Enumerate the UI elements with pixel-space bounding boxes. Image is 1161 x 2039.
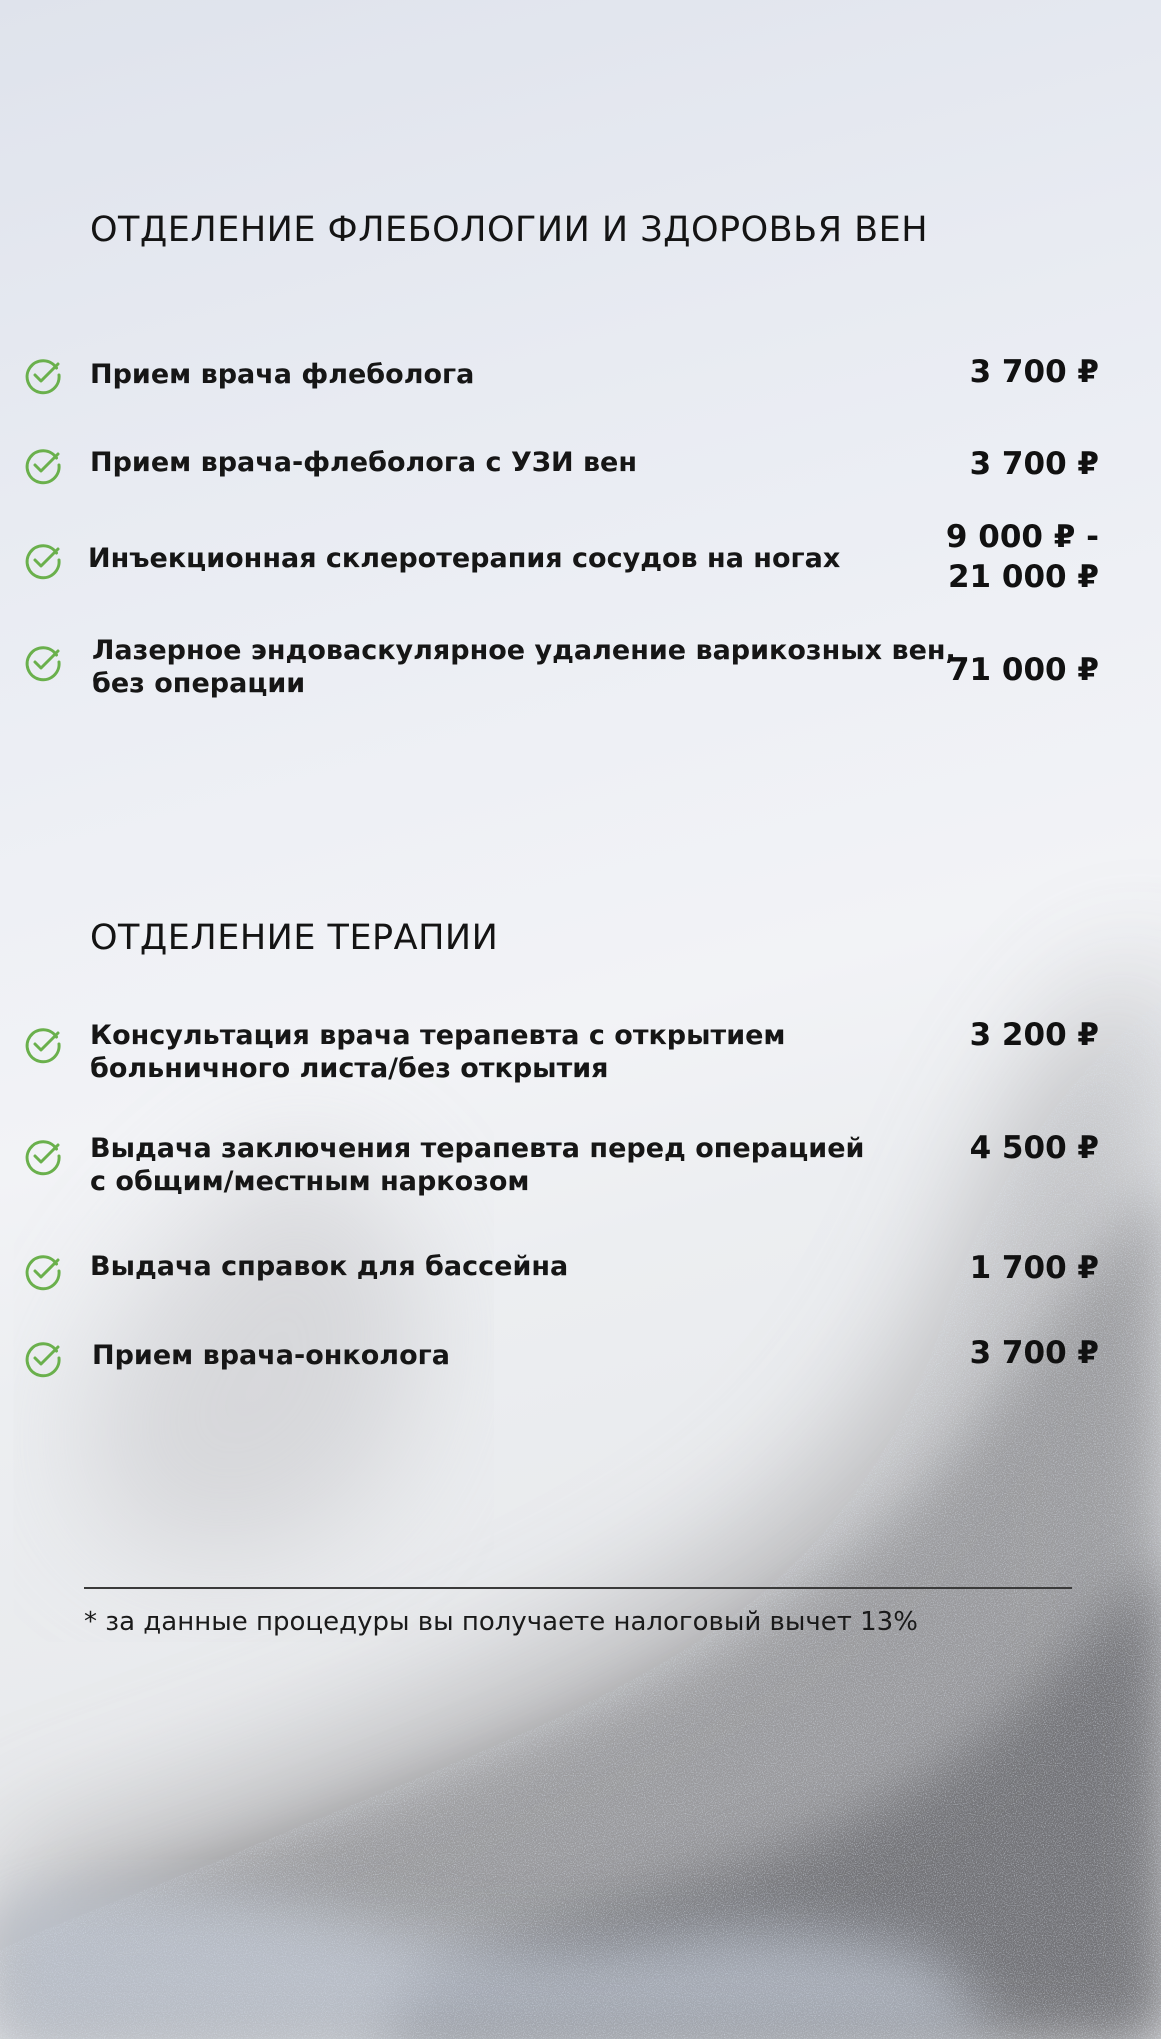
- service-price: 3 200 ₽: [969, 1017, 1099, 1053]
- service-name: Выдача справок для бассейна: [90, 1251, 569, 1282]
- price-from: 9 000 ₽ -: [945, 519, 1099, 555]
- service-item: [0, 1015, 1161, 1095]
- service-price: 3 700 ₽: [969, 1335, 1099, 1371]
- check-circle-icon: [23, 1136, 63, 1176]
- service-name-line: с общим/местным наркозом: [90, 1166, 530, 1197]
- service-name: [90, 1019, 786, 1085]
- service-name-line: Консультация врача терапевта с открытием: [90, 1020, 786, 1051]
- service-price: 4 500 ₽: [969, 1130, 1099, 1166]
- service-name: Прием врача флеболога: [90, 359, 475, 390]
- service-name-line: Выдача заключения терапевта перед операцией: [90, 1133, 865, 1164]
- section-title-therapy: ОТДЕЛЕНИЕ ТЕРАПИИ: [90, 918, 499, 958]
- tax-deduction-footnote: * за данные процедуры вы получаете налоговый вычет 13%: [84, 1607, 918, 1637]
- service-price: 1 700 ₽: [969, 1250, 1099, 1286]
- service-price: 71 000 ₽: [947, 652, 1099, 688]
- footnote-divider: [84, 1587, 1072, 1589]
- service-item: [0, 1335, 1161, 1385]
- section-title-phlebology: ОТДЕЛЕНИЕ ФЛЕБОЛОГИИ И ЗДОРОВЬЯ ВЕН: [90, 210, 929, 250]
- service-name: Прием врача-флеболога с УЗИ вен: [90, 447, 638, 478]
- service-item: [0, 630, 1161, 710]
- check-circle-icon: [23, 642, 63, 682]
- service-name: [90, 1132, 864, 1198]
- service-name-line: Лазерное эндоваскулярное удаление варикозных вен,: [92, 635, 956, 666]
- service-item: [0, 515, 1161, 605]
- service-item: [0, 350, 1161, 400]
- service-item: [0, 1130, 1161, 1210]
- service-item: [0, 1248, 1161, 1298]
- check-circle-icon: [23, 1024, 63, 1064]
- check-circle-icon: [23, 445, 63, 485]
- service-name: [92, 634, 956, 700]
- service-name: Прием врача-онколога: [92, 1340, 450, 1371]
- service-name: Инъекционная склеротерапия сосудов на ногах: [88, 543, 841, 574]
- check-circle-icon: [23, 1251, 63, 1291]
- service-price-range: [946, 517, 1099, 597]
- price-to: 21 000 ₽: [947, 559, 1099, 595]
- service-name-line: больничного листа/без открытия: [90, 1053, 609, 1084]
- check-circle-icon: [23, 1338, 63, 1378]
- service-price: 3 700 ₽: [969, 446, 1099, 482]
- service-price: 3 700 ₽: [969, 354, 1099, 390]
- service-name-line: без операции: [92, 668, 306, 699]
- check-circle-icon: [23, 540, 63, 580]
- service-item: [0, 440, 1161, 490]
- check-circle-icon: [23, 355, 63, 395]
